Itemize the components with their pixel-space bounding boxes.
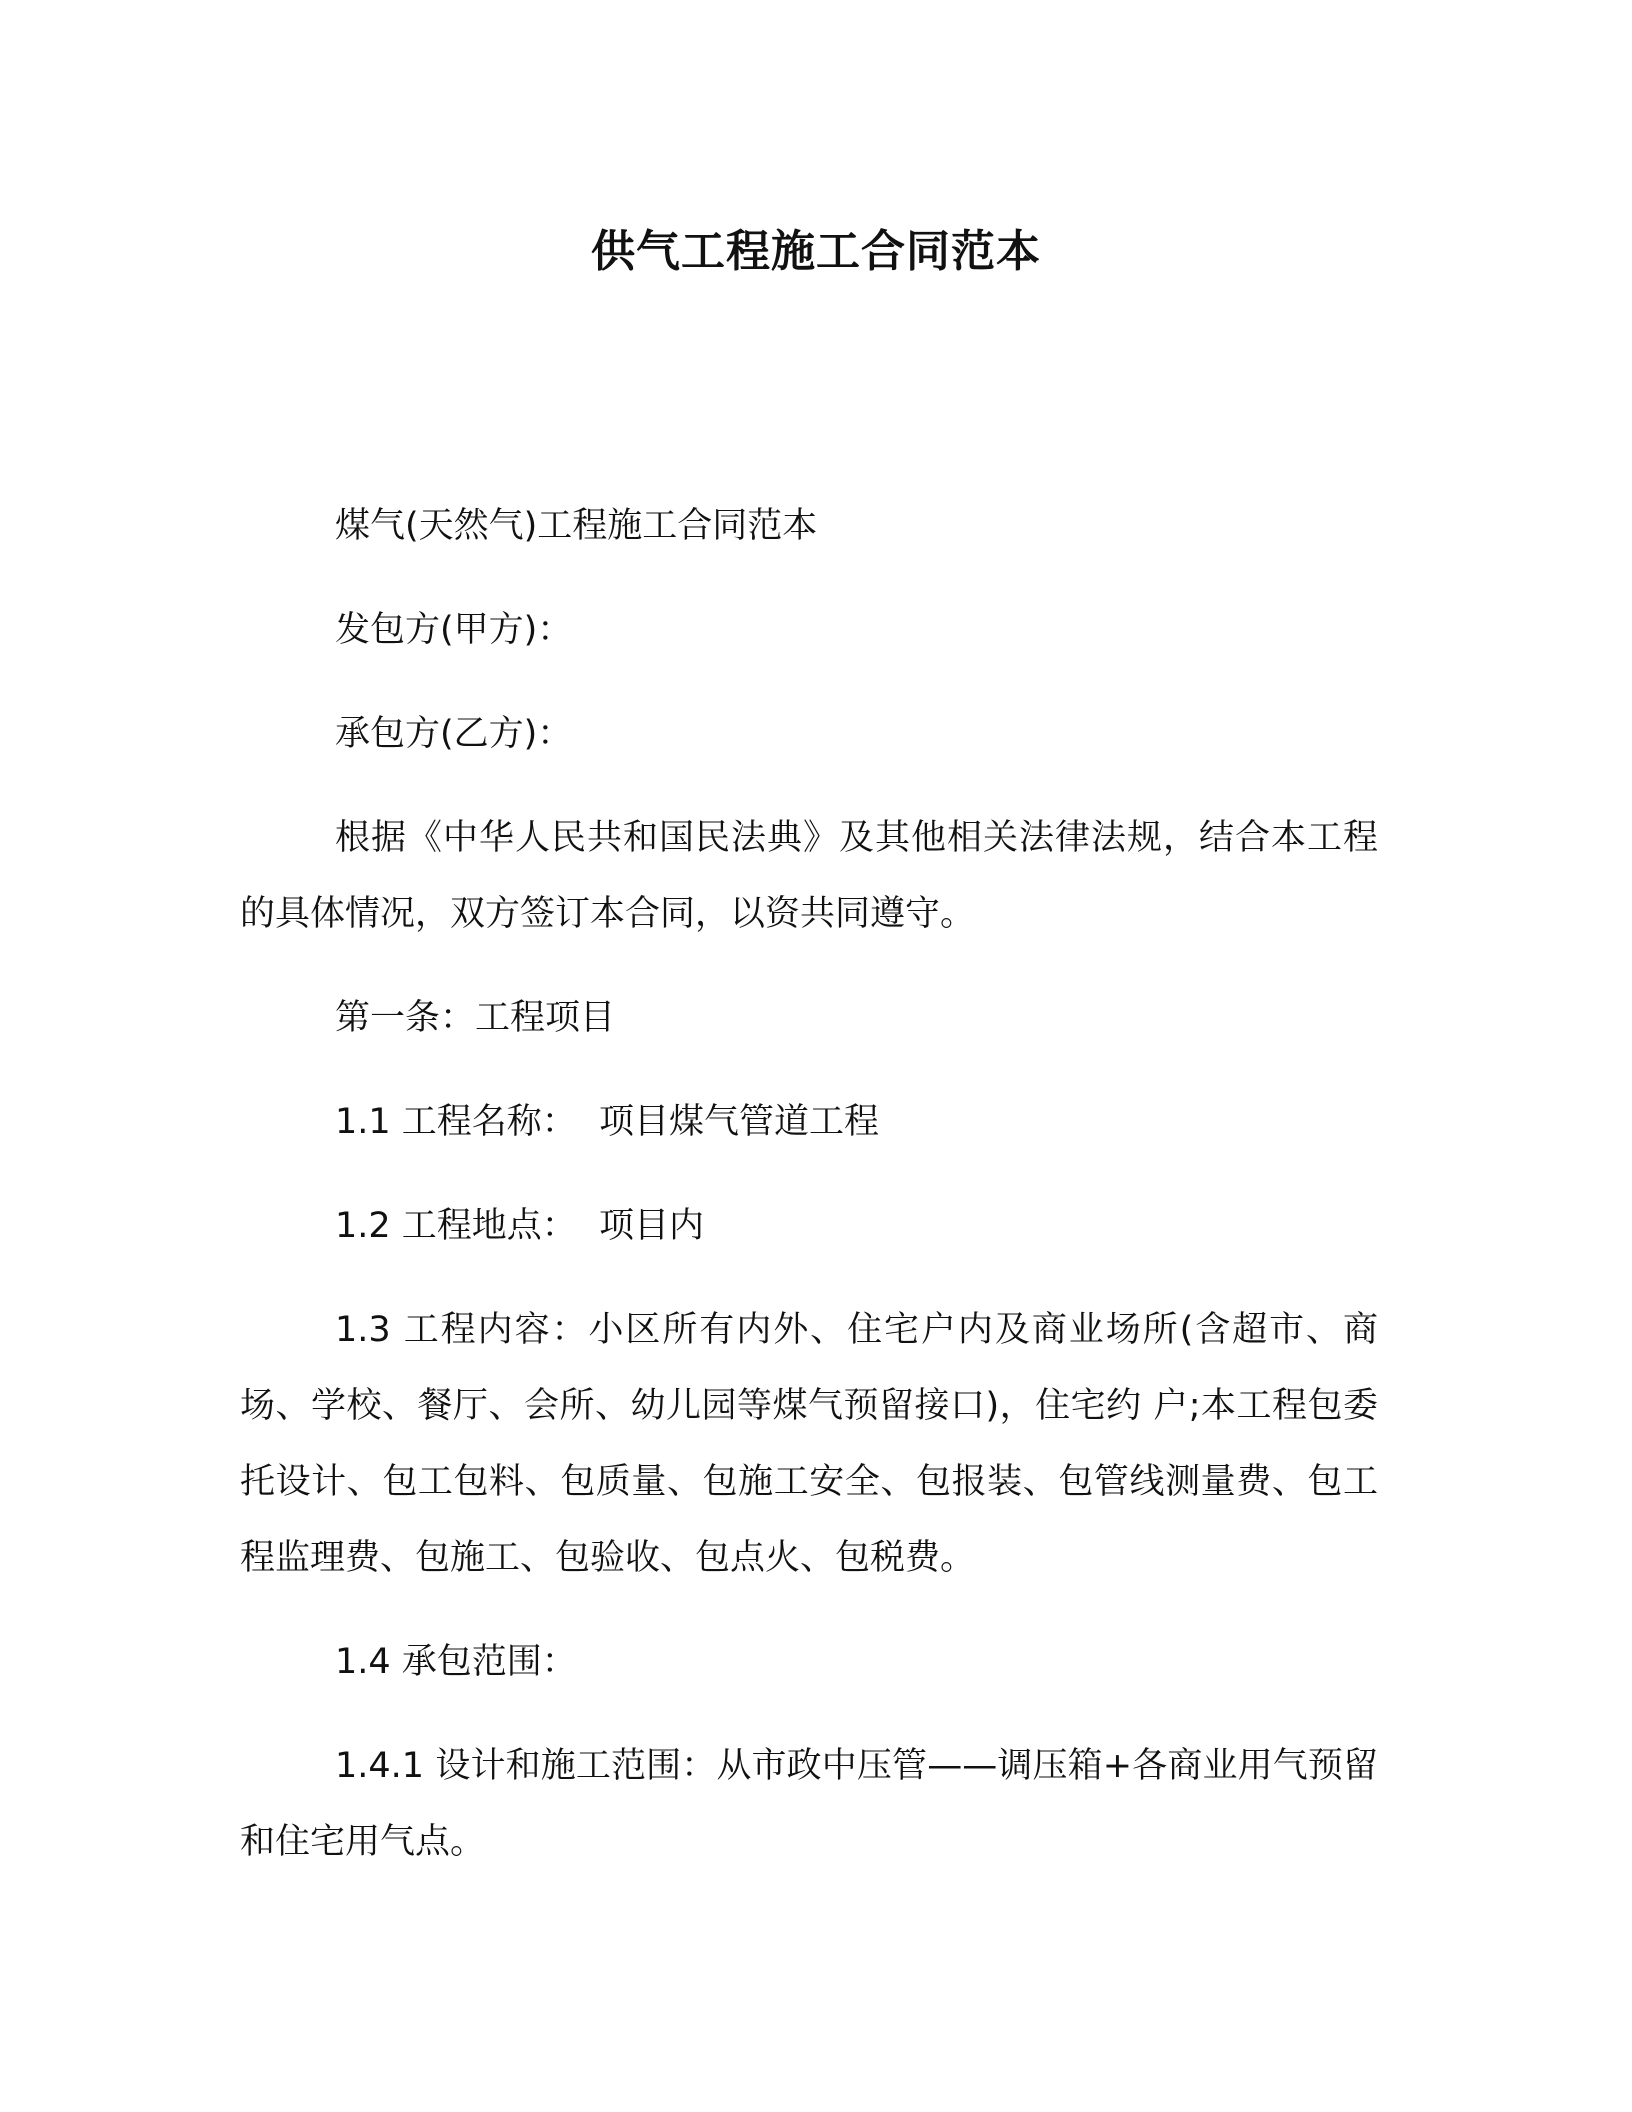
document-body — [240, 488, 1378, 1908]
contract-subtitle: 煤气(天然气)工程施工合同范本 — [335, 506, 818, 546]
article-1-heading: 第一条：工程项目 — [335, 998, 616, 1038]
clause-1-2: 1.2 工程地点： 项目内 — [335, 1206, 705, 1246]
document-title: 供气工程施工合同范本 — [591, 226, 1041, 277]
clause-1-1: 1.1 工程名称： 项目煤气管道工程 — [335, 1102, 880, 1142]
preamble-paragraph: 根据《中华人民共和国民法典》及其他相关法律法规，结合本工程的具体情况，双方签订本合同，以资共同遵守。 — [240, 818, 1378, 934]
clause-1-4-1: 1.4.1 设计和施工范围：从市政中压管——调压箱+各商业用气预留和住宅用气点。 — [240, 1746, 1378, 1862]
clause-1-3: 1.3 工程内容：小区所有内外、住宅户内及商业场所(含超市、商场、学校、餐厅、会所、幼儿园等煤气预留接口)，住宅约 户;本工程包委托设计、包工包料、包质量、包施工安全、包报装、包管线测量费、包工程监理费、包施工、包验收、包点火、包税费。 — [240, 1310, 1378, 1578]
party-a-line: 发包方(甲方)： — [335, 610, 573, 650]
party-b-line: 承包方(乙方)： — [335, 714, 573, 754]
clause-1-4: 1.4 承包范围： — [335, 1642, 577, 1682]
